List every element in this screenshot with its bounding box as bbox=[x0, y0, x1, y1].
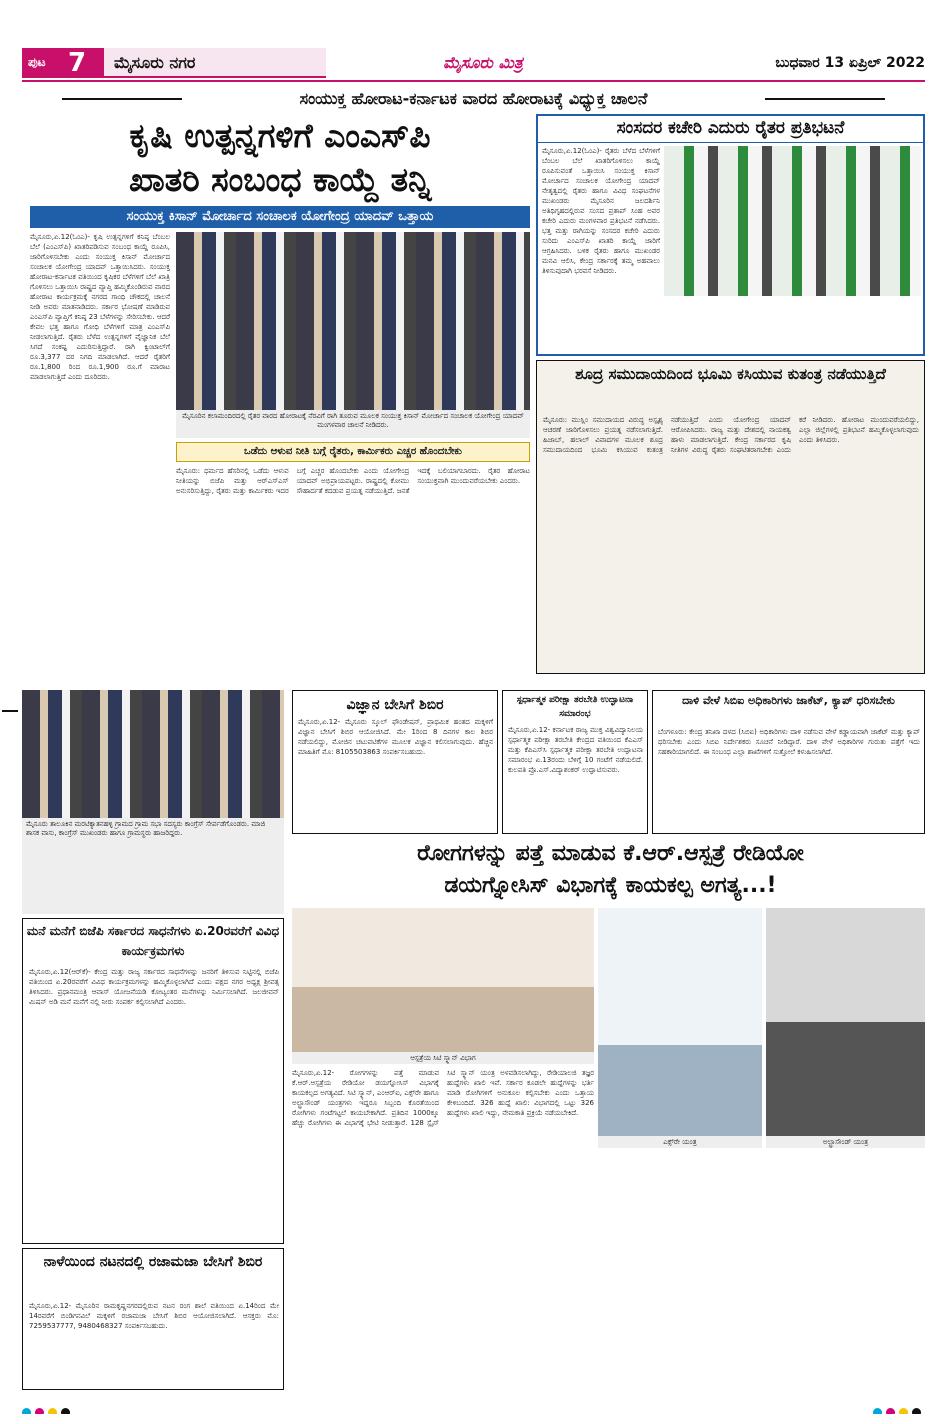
bjp-story-body: ಮೈಸೂರು,ಏ.12(ಆರ್‌ಕೆ)- ಕೇಂದ್ರ ಮತ್ತು ರಾಜ್ಯ ಸರ್ಕಾರದ ಸಾಧನೆಗಳನ್ನು ಜನರಿಗೆ ತಿಳಿಸುವ ನಿಟ್ಟಿನಲ್ಲಿ ಬಿಜೆಪಿ ವತಿಯಿಂದ ಏ.20ರವರೆಗೆ ವಿವಿಧ ಕಾರ್ಯಕ್ರಮಗಳನ್ನು ಹಮ್ಮಿಕೊಳ್ಳಲಾಗಿದೆ ಎಂದು ಪಕ್ಷದ ನಗರ ಅಧ್ಯಕ್ಷ ಶ್ರೀವತ್ಸ ತಿಳಿಸಿದರು. ಪ್ರಧಾನಮಂತ್ರಿ ಆವಾಸ್ ಯೋಜನೆಯಡಿ ಕೋಟ್ಯಂತರ ಮನೆಗಳನ್ನು ನಿರ್ಮಿಸಲಾಗಿದೆ. ಜಲಜೀವನ್ ಮಿಷನ್ ಅಡಿ ಮನೆ ಮನೆಗೆ ನಲ್ಲಿ ನೀರು ಸಂಪರ್ಕ ಕಲ್ಪಿಸಲಾಗಿದೆ ಎಂದರು. bbox=[29, 968, 279, 1006]
hospital-headline-line2: ಡಯಗ್ನೋಸಿಸ್ ವಿಭಾಗಕ್ಕೆ ಕಾಯಕಲ್ಪ ಅಗತ್ಯ...! bbox=[444, 873, 777, 898]
lead-strap: ಸಂಯುಕ್ತ ಕಿಸಾನ್ ಮೋರ್ಚಾದ ಸಂಚಾಲಕ ಯೋಗೇಂದ್ರ ಯಾದವ್ ಒತ್ತಾಯ bbox=[30, 206, 530, 228]
xray-photo bbox=[598, 908, 762, 1136]
ultrasound-photo bbox=[766, 908, 925, 1136]
science-story-box bbox=[292, 690, 498, 834]
color-dots-left bbox=[22, 1402, 142, 1414]
bjp-story-box bbox=[22, 918, 284, 1244]
congress-caption: ಮೈಸೂರು ತಾಲೂಕಿನ ಮರಟಿಕ್ಯಾತನಹಳ್ಳಿ ಗ್ರಾಮದ ಗ್ರಾಮ ಸಭಾ ಸದಸ್ಯರು ಕಾಂಗ್ರೆಸ್ ಸೇರ್ಪಡೆಗೊಂಡರು. ಮಾಜಿ ಶಾಸಕ ವಾಸು, ಕಾಂಗ್ರೆಸ್ ಮುಖಂಡರು ಹಾಗೂ ಗ್ರಾಮಸ್ಥರು ಹಾಜರಿದ್ದರು. bbox=[22, 818, 284, 914]
lead-headline bbox=[30, 114, 530, 204]
top-banner: ಸಂಯುಕ್ತ ಹೋರಾಟ-ಕರ್ನಾಟಕ ವಾರದ ಹೋರಾಟಕ್ಕೆ ವಿಧ್ಯುಕ್ತ ಚಾಲನೆ bbox=[22, 86, 925, 112]
color-dot bbox=[873, 1408, 882, 1414]
color-dot bbox=[899, 1408, 908, 1414]
cbi-story-body: ಬೆಂಗಳೂರು: ಕೇಂದ್ರ ತನಿಖಾ ದಳದ (ಸಿಬಿಐ) ಅಧಿಕಾರಿಗಳು ದಾಳಿ ನಡೆಸುವ ವೇಳೆ ಕಡ್ಡಾಯವಾಗಿ ಜಾಕೆಟ್ ಮತ್ತು ಕ್ಯಾಪ್ ಧರಿಸಬೇಕು ಎಂದು ಸಿಬಿಐ ನಿರ್ದೇಶಕರು ಸೂಚನೆ ನೀಡಿದ್ದಾರೆ. ದಾಳಿ ವೇಳೆ ಅಧಿಕಾರಿಗಳ ಗುರುತು ಪತ್ತೆಗೆ ಇದು ಸಹಕಾರಿಯಾಗಲಿದೆ. ಈ ಸಂಬಂಧ ಎಲ್ಲಾ ಶಾಖೆಗಳಿಗೆ ಸುತ್ತೋಲೆ ಕಳುಹಿಸಲಾಗಿದೆ. bbox=[658, 728, 920, 756]
masthead: ಮೈಸೂರು ಮಿತ್ರ bbox=[443, 53, 523, 72]
science-story-body: ಮೈಸೂರು,ಏ.12- ಮೈಸೂರು ಸ್ಕೂಲ್ ಫೌಂಡೇಷನ್, ಪ್ರಾಥಮಿಕ ಹಂತದ ಮಕ್ಕಳಿಗೆ ವಿಜ್ಞಾನ ಬೇಸಿಗೆ ಶಿಬಿರ ಆಯೋಜಿಸಿದೆ. ಮೇ 1ರಿಂದ 8 ದಿನಗಳ ಕಾಲ ಶಿಬಿರ ನಡೆಯಲಿದ್ದು, ಮೋಜಿನ ಚಟುವಟಿಕೆಗಳ ಮೂಲಕ ವಿಜ್ಞಾನ ಕಲಿಸಲಾಗುವುದು. ಹೆಚ್ಚಿನ ಮಾಹಿತಿಗೆ ಮೊ: 8105503863 ಸಂಪರ್ಕಿಸಬಹುದು. bbox=[298, 718, 493, 756]
color-dot bbox=[22, 1408, 31, 1414]
caste-story-box bbox=[536, 360, 925, 674]
lead-body: ಮೈಸೂರು,ಏ.12(ಓಂಎ)- ಕೃಷಿ ಉತ್ಪನ್ನಗಳಿಗೆ ಕನಿಷ್ಠ ಬೆಂಬಲ ಬೆಲೆ (ಎಂಎಸ್‌ಪಿ) ಖಾತರಿಪಡಿಸುವ ಸಂಬಂಧ ಕಾಯ್ದೆ ರೂಪಿಸಿ, ಜಾರಿಗೊಳಿಸಬೇಕು ಎಂದು ಸಂಯುಕ್ತ ಕಿಸಾನ್ ಮೋರ್ಚಾದ ಸಂಚಾಲಕ ಯೋಗೇಂದ್ರ ಯಾದವ್ ಒತ್ತಾಯಿಸಿದರು. ಸಂಯುಕ್ತ ಹೋರಾಟ-ಕರ್ನಾಟಕ ವತಿಯಿಂದ ಕೃಷಿಕರ ಬೆಳೆಗಳಿಗೆ ಬೆಲೆ ಖಾತ್ರಿ ಗೊಳಿಸಲು ಒತ್ತಾಯಿಸಿ ರಾಷ್ಟ್ರದ ವ್ಯಾಪ್ತಿ ಹಮ್ಮಿಕೊಂಡಿರುವ ವಾರದ ಹೋರಾಟ ಕಾರ್ಯಕ್ರಮಕ್ಕೆ ನಗರದ ಗಾಂಧಿ ಚೌಕದಲ್ಲಿ ಚಾಲನೆ ನೀಡಿ ಅವರು ಮಾತನಾಡಿದರು. ಸರ್ಕಾರ ಭೋಷಣೆ ಮಾಡಿರುವ ಎಂಎಸ್‌ಪಿ ವ್ಯಾಪ್ತಿಗೆ ಕನಿಷ್ಠ 23 ಬೆಳೆಗಳನ್ನು ಸೇರಿಸಬೇಕು. ಆದರೆ ಕೇವಲ ಭತ್ತ ಹಾಗೂ ಗೋಧಿ ಬೆಳೆಗಳಿಗೆ ಮಾತ್ರ ಎಂಎಸ್‌ಪಿ ನೀಡಲಾಗುತ್ತಿದೆ. ರೈತರು ಬೆಳೆದ ಉತ್ಪನ್ನಗಳಿಗೆ ವೈಜ್ಞಾನಿಕ ಬೆಲೆ ಸಿಗದೆ ಸಂಕಷ್ಟ ಎದುರಿಸುತ್ತಿದ್ದಾರೆ. ರಾಗಿ ಕ್ವಿಂಟಾಲ್‌ಗೆ ರೂ.3,377 ದರ ನಿಗದಿ ಮಾಡಲಾಗಿದೆ. ಆದರೆ ರೈತರಿಗೆ ರೂ.1,800 ರಿಂದ ರೂ.1,900 ರೂ.ಗೆ ಮಾರಾಟ ಮಾಡಲಾಗುತ್ತಿದೆ ಎಂದು ದೂರಿದರು. bbox=[30, 233, 170, 381]
natana-story-headline: ನಾಳೆಯಿಂದ ನಟನದಲ್ಲಿ ರಜಾಮಜಾ ಬೇಸಿಗೆ ಶಿಬಿರ bbox=[43, 1254, 263, 1270]
mp-story-headline: ಸಂಸದರ ಕಚೇರಿ ಎದುರು ರೈತರ ಪ್ರತಿಭಟನೆ bbox=[538, 116, 923, 143]
caste-story-headline: ಶೂದ್ರ ಸಮುದಾಯದಿಂದ ಭೂಮಿ ಕಸಿಯುವ ಕುತಂತ್ರ ನಡೆಯುತ್ತಿದೆ bbox=[575, 365, 886, 383]
color-dot bbox=[886, 1408, 895, 1414]
exam-story-body: ಮೈಸೂರು,ಏ.12- ಕರ್ನಾಟಕ ರಾಜ್ಯ ಮುಕ್ತ ವಿಶ್ವವಿದ್ಯಾನಿಲಯ ಸ್ಪರ್ಧಾತ್ಮಕ ಪರೀಕ್ಷಾ ತರಬೇತಿ ಕೇಂದ್ರದ ವತಿಯಿಂದ ಕೆಎಎಸ್ ಮತ್ತು ಕೆಪಿಎಸ್‌ಸಿ ಸ್ಪರ್ಧಾತ್ಮಕ ಪರೀಕ್ಷಾ ತರಬೇತಿ ಉದ್ಘಾಟನಾ ಸಮಾರಂಭ ಏ.13ರಂದು ಬೆಳಿಗ್ಗೆ 10 ಗಂಟೆಗೆ ನಡೆಯಲಿದೆ. ಕುಲಪತಿ ಪ್ರೊ.ಎಸ್.ವಿದ್ಯಾಶಂಕರ್ ಉದ್ಘಾಟಿಸುವರು. bbox=[508, 726, 643, 774]
bjp-story-headline: ಮನೆ ಮನೆಗೆ ಬಿಜೆಪಿ ಸರ್ಕಾರದ ಸಾಧನೆಗಳು ಏ.20ರವರೆಗೆ ವಿವಿಧ ಕಾರ್ಯಕ್ರಮಗಳು bbox=[26, 924, 280, 958]
lead-headline-line1: ಕೃಷಿ ಉತ್ಪನ್ನಗಳಿಗೆ ಎಂಎಸ್‌ಪಿ bbox=[129, 116, 431, 155]
hospital-headline-line1: ರೋಗಗಳನ್ನು ಪತ್ತೆ ಮಾಡುವ ಕೆ.ಆರ್.ಆಸ್ಪತ್ರೆ ರೇಡಿಯೋ bbox=[417, 841, 804, 866]
registration-mark bbox=[2, 710, 18, 712]
hospital-body-cont bbox=[598, 1152, 925, 1390]
page-label: ಪುಟ bbox=[28, 55, 46, 69]
mp-story-body: ಮೈಸೂರು,ಏ.12(ಓಂಎ)- ರೈತರು ಬೆಳೆದ ಬೆಳೆಗಳಿಗೆ ಬೆಂಬಲ ಬೆಲೆ ಖಾತರಿಗೊಳಿಸಲು ಕಾಯ್ದೆ ರೂಪಿಸುವಂತೆ ಒತ್ತಾಯಿಸಿ ಸಂಯುಕ್ತ ಕಿಸಾನ್ ಮೋರ್ಚಾದ ಸಂಚಾಲಕ ಯೋಗೇಂದ್ರ ಯಾದವ್ ನೇತೃತ್ವದಲ್ಲಿ ರೈತರು ಹಾಗೂ ವಿವಿಧ ಸಂಘಟನೆಗಳ ಮುಖಂಡರು ಮೈಸೂರಿನ ಜಲದರ್ಶಿನಿ ಅತಿಥಿಗೃಹದಲ್ಲಿರುವ ಸಂಸದ ಪ್ರತಾಪ್ ಸಿಂಹ ಅವರ ಕಚೇರಿ ಎದುರು ಮಂಗಳವಾರ ಪ್ರತಿಭಟನೆ ನಡೆಸಿದರು. ಭತ್ತ ಮತ್ತು ರಾಗಿಯನ್ನು ಸಂಸದರ ಕಚೇರಿ ಎದುರು ಸುರಿದು ಎಂಎಸ್‌ಪಿ ಖಾತರಿ ಕಾಯ್ದೆ ಜಾರಿಗೆ ಆಗ್ರಹಿಸಿದರು. ಬಳಿಕ ರೈತರು ಹಾಗೂ ಮುಖಂಡರ ಮನವಿ ಆಲಿಸಿ, ಕೇಂದ್ರ ಸರ್ಕಾರಕ್ಕೆ ತಮ್ಮ ಅಹವಾಲು ತಿಳಿಸುವುದಾಗಿ ಭರವಸೆ ನೀಡಿದರು. bbox=[542, 147, 660, 275]
color-dots-right bbox=[805, 1402, 925, 1414]
page-number: 7 bbox=[68, 48, 87, 78]
natana-story-body: ಮೈಸೂರು,ಏ.12- ಮೈಸೂರಿನ ರಾಮಕೃಷ್ಣನಗರದಲ್ಲಿರುವ ನಟನ ರಂಗ ಶಾಲೆ ವತಿಯಿಂದ ಏ.14ರಿಂದ ಮೇ 14ರವರೆಗೆ ಬಿಂಡಿಗನವಿಲೆ ಮಕ್ಕಳಿಗೆ ರಜಾಮಜಾ ಬೇಸಿಗೆ ಶಿಬಿರ ಆಯೋಜಿಸಲಾಗಿದೆ. ಆಸಕ್ತರು ಮೊ: 7259537777, 9480468327 ಸಂಪರ್ಕಿಸಬಹುದು. bbox=[29, 1302, 279, 1330]
color-dot bbox=[912, 1408, 921, 1414]
sub-body: ಮೈಸೂರು: ಧರ್ಮದ ಹೆಸರಿನಲ್ಲಿ ಒಡೆದು ಆಳುವ ನೀತಿಯನ್ನು ಬಿಜೆಪಿ ಮತ್ತು ಆರ್‌ಎಸ್‌ಎಸ್ ಅನುಸರಿಸುತ್ತಿದ್ದು, ರೈತರು ಮತ್ತು ಕಾರ್ಮಿಕರು ಇದರ ಬಗ್ಗೆ ಎಚ್ಚರ ಹೊಂದಬೇಕು ಎಂದು ಯೋಗೇಂದ್ರ ಯಾದವ್ ಅಭಿಪ್ರಾಯಪಟ್ಟರು. ರಾಷ್ಟ್ರದಲ್ಲಿ ಕೋಮು ಸೌಹಾರ್ದತೆ ಕದಡುವ ಪ್ರಯತ್ನ ನಡೆಯುತ್ತಿದೆ. ಜನತೆ ಇದಕ್ಕೆ ಬಲಿಯಾಗಬಾರದು. ರೈತರ ಹೋರಾಟ ಸಂಯುಕ್ತವಾಗಿ ಮುಂದುವರೆಯಬೇಕು ಎಂದರು. bbox=[176, 467, 530, 495]
mp-story-body-cont bbox=[664, 300, 921, 352]
issue-date: ಬುಧವಾರ 13 ಏಪ್ರಿಲ್ 2022 bbox=[775, 55, 925, 71]
mp-story-photo bbox=[664, 146, 921, 296]
hospital-headline bbox=[296, 838, 925, 904]
header-rule bbox=[22, 80, 925, 82]
hospital-body: ಮೈಸೂರು,ಏ.12- ರೋಗಗಳನ್ನು ಪತ್ತೆ ಮಾಡುವ ಕೆ.ಆರ್.ಆಸ್ಪತ್ರೆಯ ರೇಡಿಯೋ ಡಯಗ್ನೋಸಿಸ್ ವಿಭಾಗಕ್ಕೆ ಕಾಯಕಲ್ಪದ ಅಗತ್ಯವಿದೆ. ಸಿಟಿ ಸ್ಕ್ಯಾನ್, ಎಂಆರ್‌ಐ, ಎಕ್ಸ್‌ರೇ ಹಾಗೂ ಅಲ್ಟ್ರಾಸೌಂಡ್ ಯಂತ್ರಗಳು ಇದ್ದರೂ ಸಿಬ್ಬಂದಿ ಕೊರತೆಯಿಂದ ರೋಗಿಗಳು ಗಂಟೆಗಟ್ಟಲೆ ಕಾಯಬೇಕಾಗಿದೆ. ಪ್ರತಿದಿನ 1000ಕ್ಕೂ ಹೆಚ್ಚು ರೋಗಿಗಳು ಈ ವಿಭಾಗಕ್ಕೆ ಭೇಟಿ ನೀಡುತ್ತಾರೆ. 128 ಸ್ಲೈಸ್ ಸಿಟಿ ಸ್ಕ್ಯಾನ್ ಯಂತ್ರ ಅಳವಡಿಸಲಾಗಿದ್ದು, ರೇಡಿಯಾಲಜಿ ತಜ್ಞರ ಹುದ್ದೆಗಳು ಖಾಲಿ ಇವೆ. ಸರ್ಕಾರ ಕೂಡಲೇ ಹುದ್ದೆಗಳನ್ನು ಭರ್ತಿ ಮಾಡಿ ರೋಗಿಗಳಿಗೆ ಅನುಕೂಲ ಕಲ್ಪಿಸಬೇಕು ಎಂದು ಒತ್ತಾಯ ಕೇಳಿಬಂದಿದೆ. 326 ಹುದ್ದೆ ಖಾಲಿ: ವಿಭಾಗದಲ್ಲಿ ಒಟ್ಟು 326 ಹುದ್ದೆಗಳು ಖಾಲಿ ಇದ್ದು, ನೇಮಕಾತಿ ಪ್ರಕ್ರಿಯೆ ನಡೆಯಬೇಕಿದೆ. bbox=[292, 1069, 594, 1127]
natana-story-box bbox=[22, 1248, 284, 1390]
color-dot bbox=[35, 1408, 44, 1414]
sub-bar: ಒಡೆದು ಆಳುವ ನೀತಿ ಬಗ್ಗೆ ರೈತರು, ಕಾರ್ಮಿಕರು ಎಚ್ಚರ ಹೊಂದಬೇಕು bbox=[176, 442, 530, 462]
exam-story-box bbox=[502, 690, 648, 834]
lead-headline-line2: ಖಾತರಿ ಸಂಬಂಧ ಕಾಯ್ದೆ ತನ್ನಿ bbox=[129, 160, 431, 199]
color-dot bbox=[48, 1408, 57, 1414]
cbi-story-box bbox=[652, 690, 925, 834]
page-number-tag bbox=[22, 48, 104, 78]
section-title: ಮೈಸೂರು ನಗರ bbox=[104, 48, 326, 78]
ultrasound-caption: ಅಲ್ಟ್ರಾಸೌಂಡ್ ಯಂತ್ರ bbox=[766, 1136, 925, 1148]
mp-story-box bbox=[536, 114, 925, 356]
lead-photo bbox=[176, 232, 530, 410]
science-story-headline: ವಿಜ್ಞಾನ ಬೇಸಿಗೆ ಶಿಬಿರ bbox=[346, 697, 444, 713]
congress-photo bbox=[22, 690, 284, 818]
cbi-story-headline: ದಾಳಿ ವೇಳೆ ಸಿಬಿಐ ಅಧಿಕಾರಿಗಳು ಜಾಕೆಟ್, ಕ್ಯಾಪ್ ಧರಿಸಬೇಕು bbox=[682, 694, 895, 707]
color-dot bbox=[61, 1408, 70, 1414]
exam-story-headline: ಸ್ಪರ್ಧಾತ್ಮಕ ಪರೀಕ್ಷಾ ತರಬೇತಿ ಉದ್ಘಾಟನಾ ಸಮಾರಂಭ bbox=[516, 695, 634, 719]
ct-scan-photo bbox=[292, 908, 594, 1052]
ct-scan-caption: ಆಸ್ಪತ್ರೆಯ ಸಿಟಿ ಸ್ಕ್ಯಾನ್ ವಿಭಾಗ bbox=[292, 1052, 594, 1064]
lead-photo-caption: ಮೈಸೂರಿನ ಕಲಾಮಂದಿರದಲ್ಲಿ ರೈತರ ವಾರದ ಹೋರಾಟಕ್ಕೆ ನೆರವಿಗೆ ರಾಗಿ ತೂರುವ ಮೂಲಕ ಸಂಯುಕ್ತ ಕಿಸಾನ್ ಮೋರ್ಚಾದ ಸಂಚಾಲಕ ಯೋಗೇಂದ್ರ ಯಾದವ್ ಮಂಗಳವಾರ ಚಾಲನೆ ನೀಡಿದರು. bbox=[176, 410, 530, 438]
xray-caption: ಎಕ್ಸ್‌ರೇ ಯಂತ್ರ bbox=[598, 1136, 762, 1148]
caste-story-body: ಮೈಸೂರು: ಮುಸ್ಲಿಂ ಸಮುದಾಯದ ವಿರುದ್ಧ ಅಸ್ಪೃಶ್ಯ ಆಚರಣೆ ಜಾರಿಗೊಳಿಸಲು ಪ್ರಯತ್ನ ನಡೆಸಲಾಗುತ್ತಿದೆ. ಹಿಜಾಬ್, ಹಲಾಲ್ ವಿವಾದಗಳ ಮೂಲಕ ಶೂದ್ರ ಸಮುದಾಯದಿಂದ ಭೂಮಿ ಕಸಿಯುವ ಕುತಂತ್ರ ನಡೆಯುತ್ತಿದೆ ಎಂದು ಯೋಗೇಂದ್ರ ಯಾದವ್ ಆರೋಪಿಸಿದರು. ರಾಜ್ಯ ಮತ್ತು ದೇಶದಲ್ಲಿ ನಾಯಕತ್ವ ಹಾಳು ಮಾಡಲಾಗುತ್ತಿದೆ. ಕೇಂದ್ರ ಸರ್ಕಾರದ ಕೃಷಿ ನೀತಿಗಳ ವಿರುದ್ಧ ರೈತರು ಸಂಘಟಿತರಾಗಬೇಕು ಎಂದು ಕರೆ ನೀಡಿದರು. ಹೋರಾಟ ಮುಂದುವರೆಯಲಿದ್ದು, ಎಲ್ಲಾ ಜಿಲ್ಲೆಗಳಲ್ಲಿ ಪ್ರತಿಭಟನೆ ಹಮ್ಮಿಕೊಳ್ಳಲಾಗುವುದು ಎಂದು ತಿಳಿಸಿದರು. bbox=[543, 416, 919, 454]
